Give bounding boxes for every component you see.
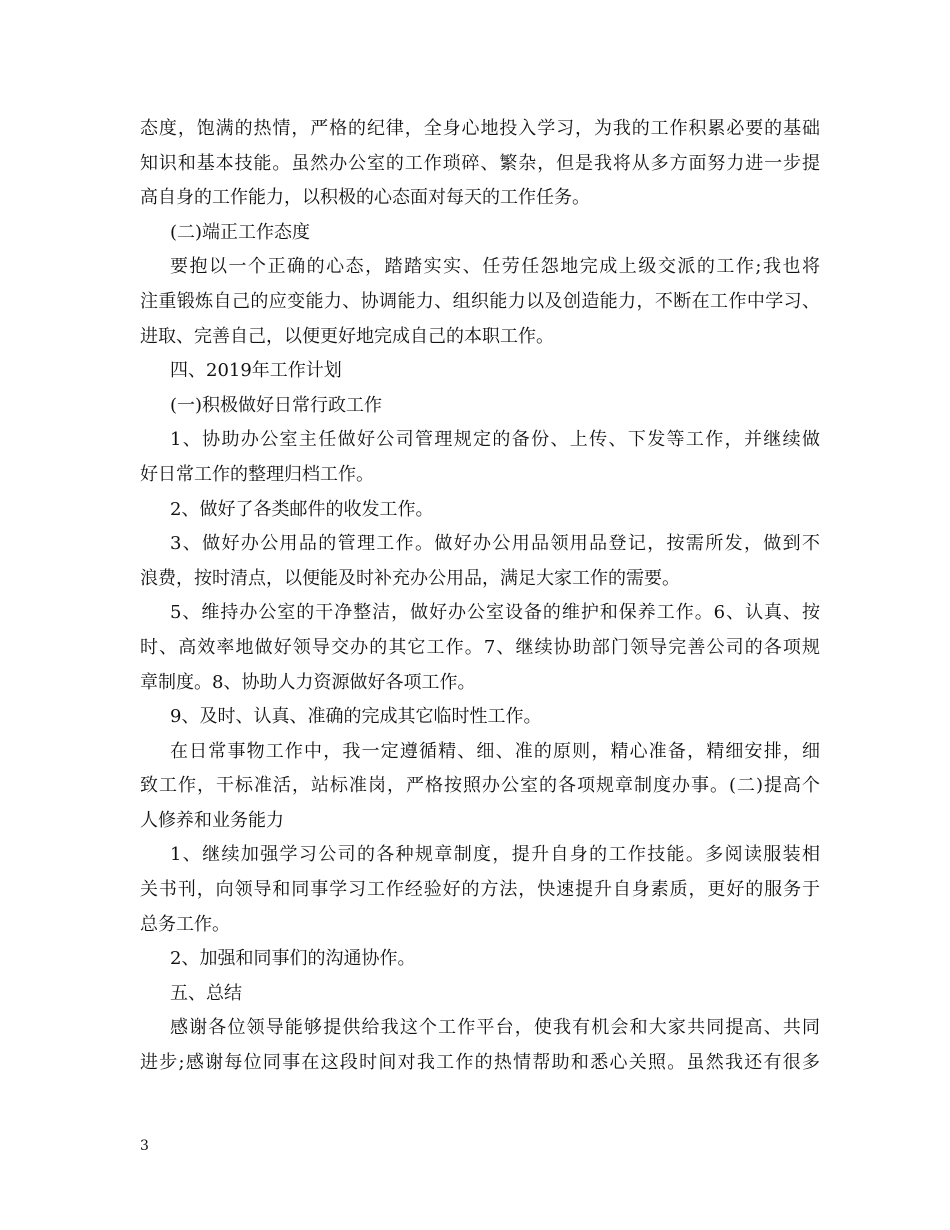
- text-line: 注重锻炼自己的应变能力、协调能力、组织能力以及创造能力，不断在工作中学习、: [140, 290, 820, 312]
- text-line: 致工作，干标准活，站标准岗，严格按照办公室的各项规章制度办事。(二)提高个: [140, 775, 820, 797]
- text-line: 章制度。8、协助人力资源做好各项工作。: [140, 671, 476, 693]
- section-heading: (二)端正工作态度: [170, 221, 311, 243]
- paragraph-first-line: 5、维持办公室的干净整洁，做好办公室设备的维护和保养工作。6、认真、按: [170, 602, 820, 624]
- section-heading: 四、2019年工作计划: [170, 360, 342, 382]
- text-line: 进取、完善自己，以便更好地完成自己的本职工作。: [140, 325, 554, 347]
- text-line: 好日常工作的整理归档工作。: [140, 463, 374, 485]
- text-line: 高自身的工作能力，以积极的心态面对每天的工作任务。: [140, 187, 590, 209]
- text-line: 时、高效率地做好领导交办的其它工作。7、继续协助部门领导完善公司的各项规: [140, 636, 820, 658]
- paragraph-first-line: 2、加强和同事们的沟通协作。: [170, 948, 416, 970]
- paragraph-first-line: 9、及时、认真、准确的完成其它临时性工作。: [170, 706, 542, 728]
- paragraph-first-line: 感谢各位领导能够提供给我这个工作平台，使我有机会和大家共同提高、共同: [170, 1017, 820, 1039]
- page-number: 3: [140, 1138, 149, 1154]
- paragraph-first-line: 3、做好办公用品的管理工作。做好办公用品领用品登记，按需所发，做到不: [170, 533, 820, 555]
- paragraph-first-line: 在日常事物工作中，我一定遵循精、细、准的原则，精心准备，精细安排，细: [170, 740, 820, 762]
- paragraph-first-line: 1、协助办公室主任做好公司管理规定的备份、上传、下发等工作，并继续做: [170, 429, 820, 451]
- text-line: 知识和基本技能。虽然办公室的工作琐碎、繁杂，但是我将从多方面努力进一步提: [140, 152, 820, 174]
- section-heading: (一)积极做好日常行政工作: [170, 394, 383, 416]
- paragraph-first-line: 要抱以一个正确的心态，踏踏实实、任劳任怨地完成上级交派的工作;我也将: [170, 256, 820, 278]
- text-line: 总务工作。: [140, 913, 230, 935]
- text-line: 浪费，按时清点，以便能及时补充办公用品，满足大家工作的需要。: [140, 567, 680, 589]
- paragraph-first-line: 2、做好了各类邮件的收发工作。: [170, 498, 434, 520]
- text-line: 人修养和业务能力: [140, 809, 284, 831]
- text-line: 关书刊，向领导和同事学习工作经验好的方法，快速提升自身素质，更好的服务于: [140, 879, 820, 901]
- paragraph-first-line: 1、继续加强学习公司的各种规章制度，提升自身的工作技能。多阅读服装相: [170, 844, 820, 866]
- document-body: [140, 112, 820, 1081]
- section-heading: 五、总结: [170, 982, 242, 1004]
- text-line: 态度，饱满的热情，严格的纪律，全身心地投入学习，为我的工作积累必要的基础: [140, 118, 820, 139]
- text-line: 进步;感谢每位同事在这段时间对我工作的热情帮助和悉心关照。虽然我还有很多: [140, 1052, 820, 1074]
